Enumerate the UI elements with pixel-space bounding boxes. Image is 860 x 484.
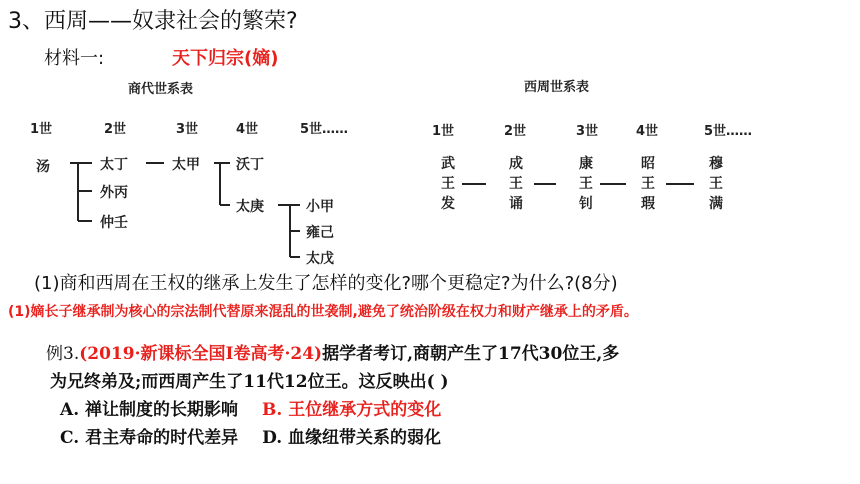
shang-bracket-1 (70, 163, 92, 221)
shang-table-title: 商代世系表 (128, 82, 194, 97)
example-stem-part1: 据学者考订,商朝产生了17代30位王,多 (322, 344, 620, 364)
zhou-king-5: 穆王满 (709, 156, 723, 212)
zhou-gen-2: 2世 (504, 124, 527, 139)
material-label: 材料一: (44, 48, 105, 69)
shang-bracket-2 (214, 163, 230, 205)
zhou-gen-3: 3世 (576, 124, 599, 139)
page-title: 3、西周——奴隶社会的繁荣? (8, 9, 298, 34)
zhou-gen-4: 4世 (636, 124, 659, 139)
shang-bracket-3 (278, 205, 300, 257)
example-stem-line-2: 为兄终弟及;而西周产生了11代12位王。这反映出( ) (50, 372, 449, 392)
example-question (46, 340, 619, 452)
zhou-king-2: 成王诵 (509, 156, 523, 212)
options-row-1 (46, 396, 619, 424)
shang-king-tang: 汤 (36, 159, 50, 175)
shang-king-taiding: 太丁 (100, 157, 128, 173)
shang-king-zhongren: 仲壬 (100, 215, 128, 231)
zhou-king-3: 康王钊 (579, 156, 593, 212)
option-b: B. 王位继承方式的变化 (262, 400, 442, 420)
option-c: C. 君主寿命的时代差异 (60, 428, 239, 448)
zhou-gen-1: 1世 (432, 124, 455, 139)
shang-king-taigeng: 太庚 (236, 199, 264, 215)
example-prefix: 例3. (46, 344, 80, 364)
shang-gen-1: 1世 (30, 122, 53, 137)
zhou-king-4: 昭王瑕 (641, 156, 655, 212)
material-text: 天下归宗(嫡) (172, 48, 279, 69)
options-row-2 (46, 424, 619, 452)
shang-king-xiaojia: 小甲 (306, 199, 334, 215)
shang-king-taijia: 太甲 (172, 157, 200, 173)
question-1: (1)商和西周在王权的继承上发生了怎样的变化?哪个更稳定?为什么?(8分) (34, 273, 618, 294)
option-a: A. 禅让制度的长期影响 (60, 400, 239, 420)
example-source: (2019·新课标全国Ⅰ卷高考·24) (79, 344, 323, 364)
zhou-gen-5: 5世…… (704, 124, 753, 139)
shang-gen-5: 5世…… (300, 122, 349, 137)
shang-king-waibing: 外丙 (100, 185, 128, 201)
shang-king-woding: 沃丁 (236, 157, 264, 173)
option-d: D. 血缘纽带关系的弱化 (262, 428, 442, 448)
example-stem-line-1 (46, 340, 619, 368)
answer-1: (1)嫡长子继承制为核心的宗法制代替原来混乱的世袭制,避免了统治阶级在权力和财产继承上的矛盾。 (8, 304, 638, 320)
shang-gen-4: 4世 (236, 122, 259, 137)
shang-gen-2: 2世 (104, 122, 127, 137)
zhou-king-1: 武王发 (441, 156, 455, 212)
zhou-table-title: 西周世系表 (524, 80, 590, 95)
shang-king-taiwu: 太戊 (306, 251, 334, 267)
shang-gen-3: 3世 (176, 122, 199, 137)
shang-king-yongji: 雍己 (306, 225, 334, 241)
